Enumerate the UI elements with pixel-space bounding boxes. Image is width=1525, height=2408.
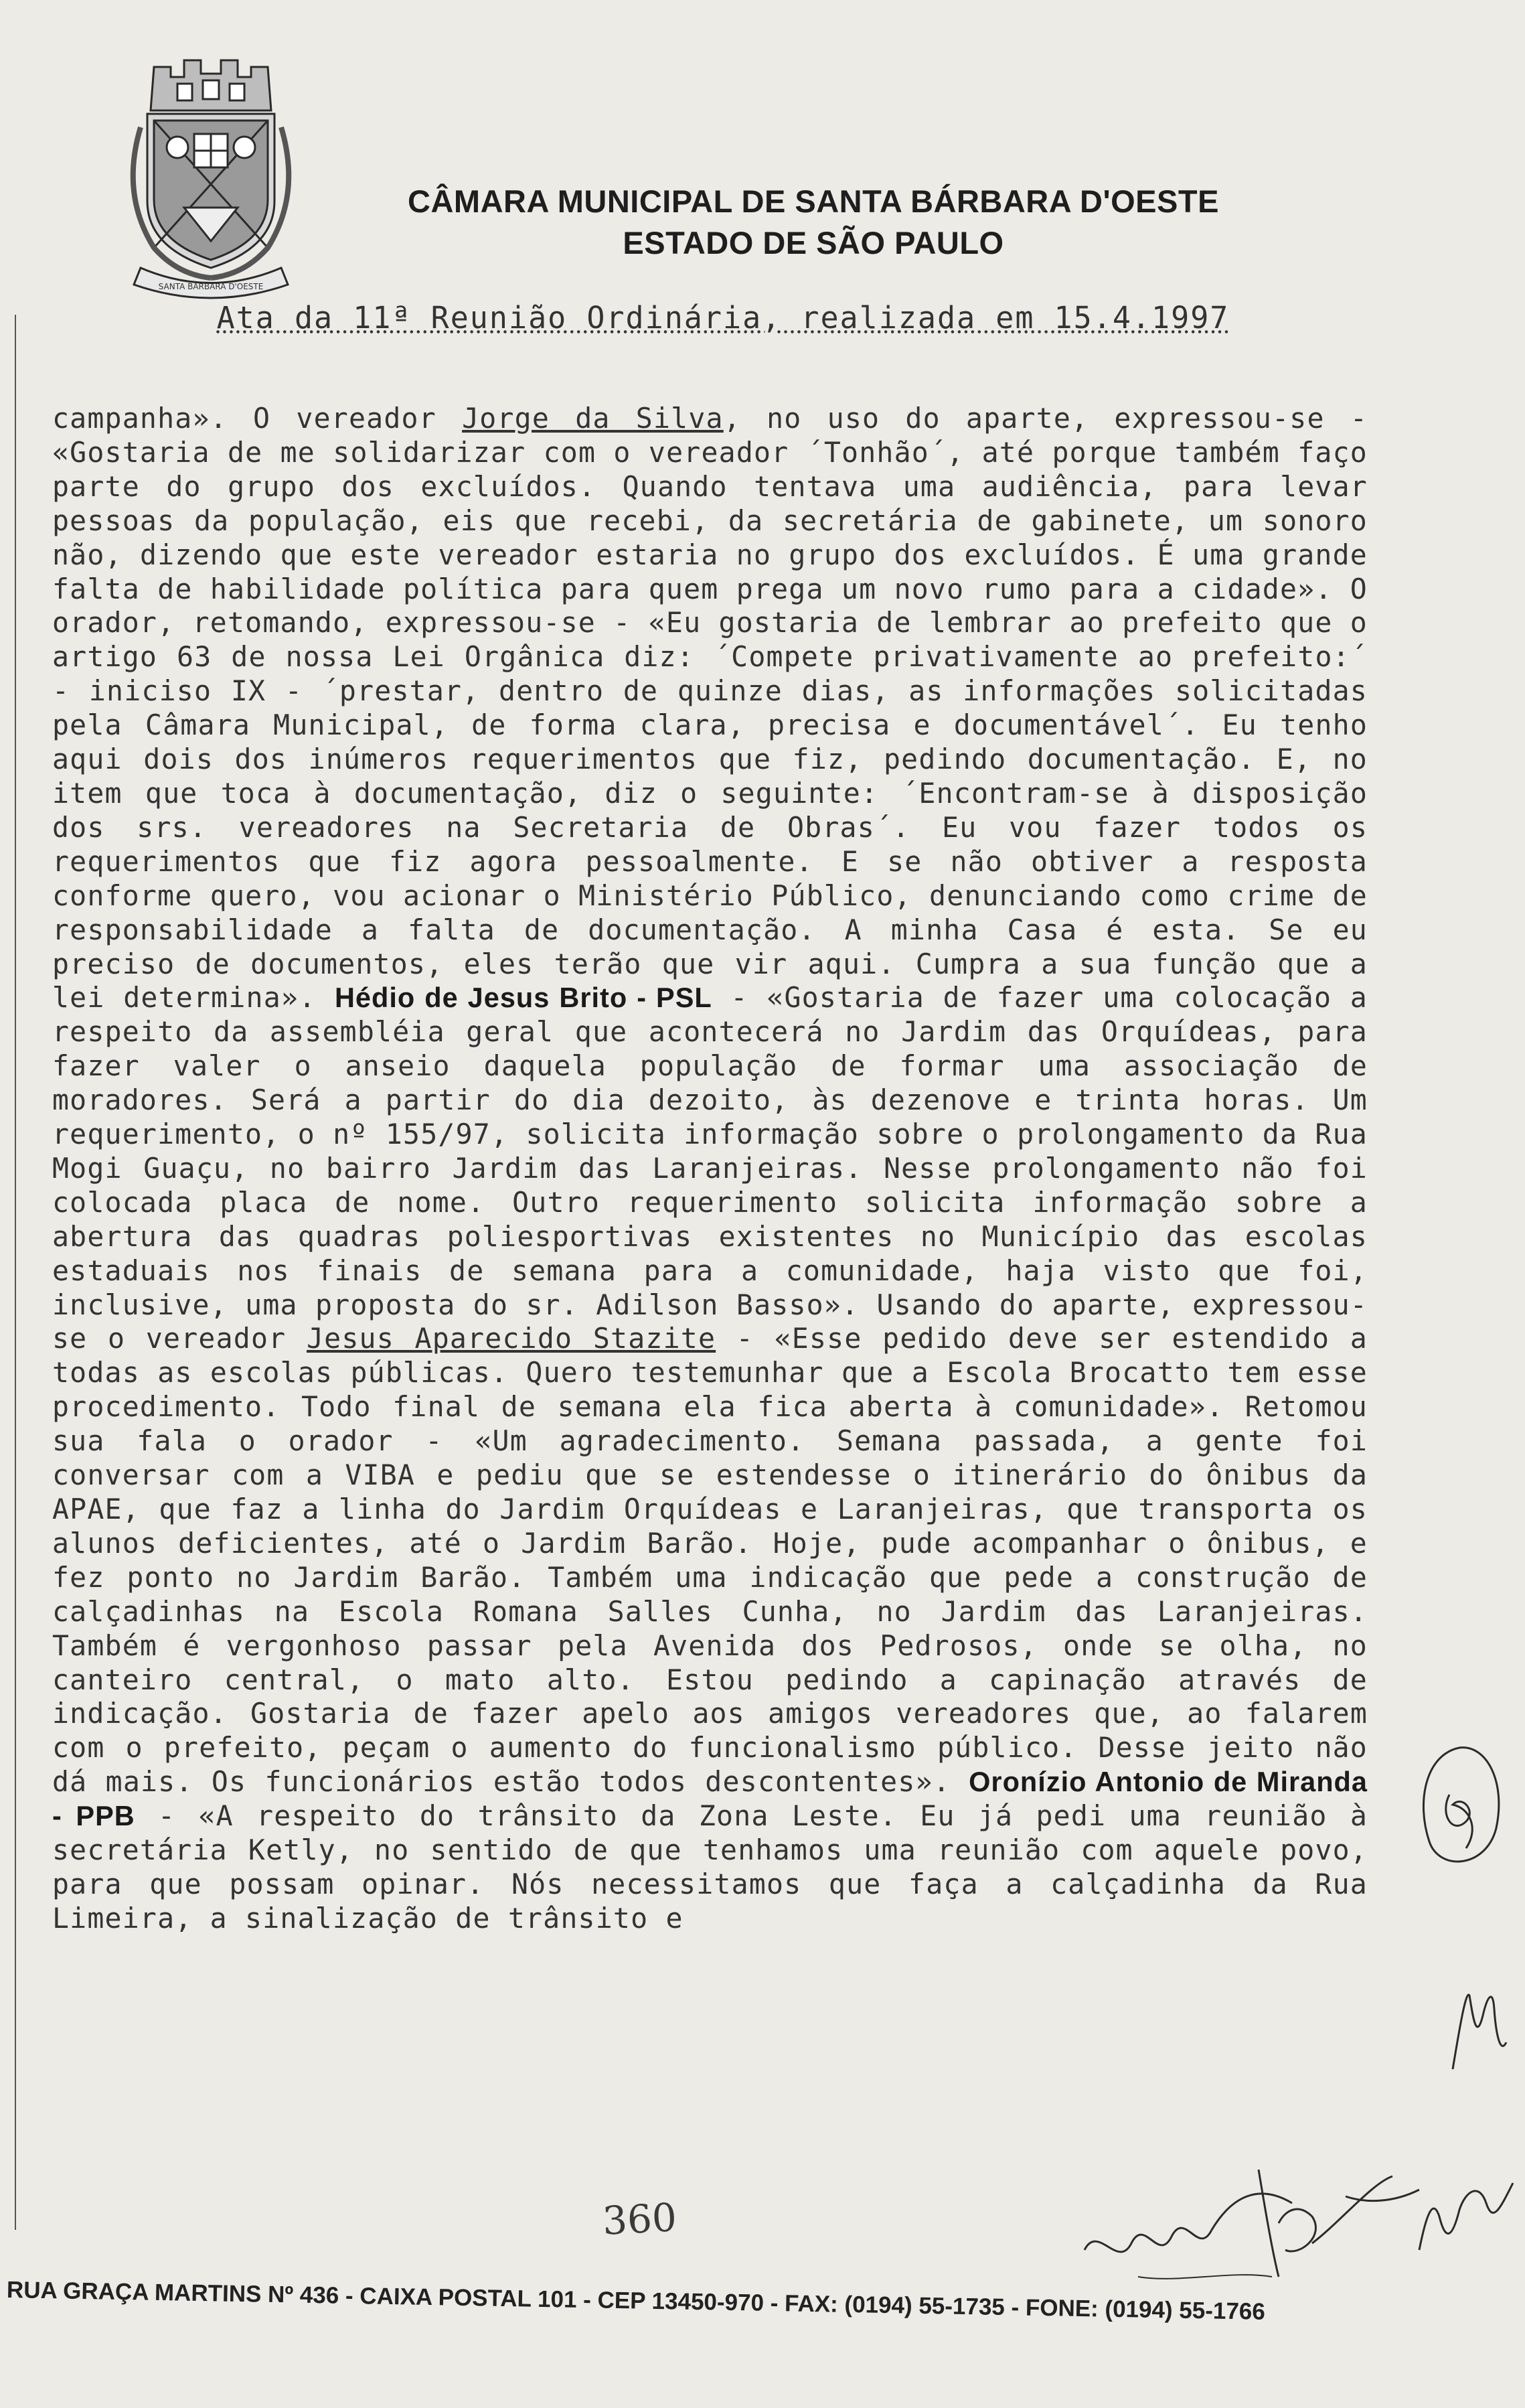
handwritten-initials-signature — [1413, 1741, 1506, 1875]
footer-address: RUA GRAÇA MARTINS Nº 436 - CAIXA POSTAL 101 - CEP 13450-970 - FAX: (0194) 55-1735 - FONE: (0194) 55-1766 — [6, 2277, 1266, 2325]
letterhead-state: ESTADO DE SÃO PAULO — [623, 225, 1004, 260]
svg-text:SANTA BARBARA D'OESTE: SANTA BARBARA D'OESTE — [158, 282, 264, 291]
body-text-segment: - «Esse pedido deve ser estendido a todas as escolas públicas. Quero testemunhar que a Escola Brocatto tem esse procedimento. Todo final de semana ela fica aberta à comunidade». Retomou sua fala o orador - «Um agradecimento. Semana passada, a gente foi conversar com a VIBA e pediu que se estendesse o itinerário do ônibus da APAE, que faz a linha do Jardim Orquídeas e Laranjeiras, que transporta os alunos deficientes, até o Jardim Barão. Hoje, pude acompanhar o ônibus, e fez ponto no Jardim Barão. Também uma indicação que pede a construção de calçadinhas na Escola Romana Salles Cunha, no Jardim das Laranjeiras. Também é vergonhoso passar pela Avenida dos Pedrosos, onde se olha, no canteiro central, o mato alto. Estou pedindo a capinação através de indicação. Gostaria de fazer apelo aos amigos vereadores que, ao falarem com o prefeito, peçam o aumento do funcionalismo público. Desse jeito não dá mais. Os funcionários estão todos descontentes». — [52, 1322, 1368, 1799]
letterhead — [395, 181, 1232, 264]
body-text-segment: campanha». O vereador — [52, 402, 463, 435]
document-title: Ata da 11ª Reunião Ordinária, realizada em 15.4.1997 — [216, 300, 1230, 335]
handwritten-initials-signature — [1446, 1975, 1513, 2076]
speaker-name-bold: Oronízio Antonio de Miranda - PPB — [52, 1766, 1368, 1832]
page-left-border — [15, 315, 16, 2230]
handwritten-signatures-cluster — [1058, 2143, 1525, 2297]
minutes-paragraph — [52, 402, 1368, 1936]
body-text-segment: - «Gostaria de fazer uma colocação a respeito da assembléia geral que acontecerá no Jardim das Orquídeas, para fazer valer o anseio daquela população de formar uma associação de moradores. Será a partir do dia dezoito, às dezenove e trinta horas. Um requerimento, o nº 155/97, solicita informação sobre o prolongamento da Rua Mogi Guaçu, no bairro Jardim das Laranjeiras. Nesse prolongamento não foi colocada placa de nome. Outro requerimento solicita informação sobre a abertura das quadras poliesportivas existentes no Município das escolas estaduais nos finais de semana para a comunidade, haja visto que foi, inclusive, uma proposta do sr. Adilson Basso». Usando do aparte, expressou-se o vereador — [52, 981, 1368, 1355]
municipal-coat-of-arms-icon — [114, 47, 308, 305]
letterhead-institution: CÂMARA MUNICIPAL DE SANTA BÁRBARA D'OESTE — [408, 183, 1219, 219]
handwritten-page-number: 360 — [601, 2194, 678, 2244]
speaker-name-bold: Hédio de Jesus Brito - PSL — [334, 982, 712, 1014]
body-text-segment: , no uso do aparte, expressou-se - «Gostaria de me solidarizar com o vereador ´Tonhão´, até porque também faço parte do grupo dos excluídos. Quando tentava uma audiência, para levar pessoas da população, eis que recebi, da secretária de gabinete, um sonoro não, dizendo que este vereador estaria no grupo dos excluídos. É uma grande falta de habilidade política para quem prega um novo rumo para a cidade». O orador, retomando, expressou-se - «Eu gostaria de lembrar ao prefeito que o artigo 63 de nossa Lei Orgânica diz: ´Compete privativamente ao prefeito:´ - iniciso IX - ´prestar, dentro de quinze dias, as informações solicitadas pela Câmara Municipal, de forma clara, precisa e documentável´. Eu tenho aqui dois dos inúmeros requerimentos que fiz, pedindo documentação. E, no item que toca à documentação, diz o seguinte: ´Encontram-se à disposição dos srs. vereadores na Secretaria de Obras´. Eu vou fazer todos os requerimentos que fiz agora pessoalmente. E se não obtiver a resposta conforme quero, vou acionar o Ministério Público, denunciando como crime de responsabilidade a falta de documentação. A minha Casa é esta. Se eu preciso de documentos, eles terão que vir aqui. Cumpra a sua função que a lei determina». — [52, 402, 1368, 1014]
speaker-name-underlined: Jorge da Silva — [462, 402, 724, 435]
speaker-name-underlined: Jesus Aparecido Stazite — [306, 1322, 716, 1355]
minutes-body — [52, 402, 1368, 1936]
body-text-segment: - «A respeito do trânsito da Zona Leste. Eu já pedi uma reunião à secretária Ketly, no sentido de que tenhamos uma reunião com aquele povo, para que possam opinar. Nós necessitamos que faça a calçadinha da Rua Limeira, a sinalização de trânsito e — [52, 1799, 1368, 1935]
